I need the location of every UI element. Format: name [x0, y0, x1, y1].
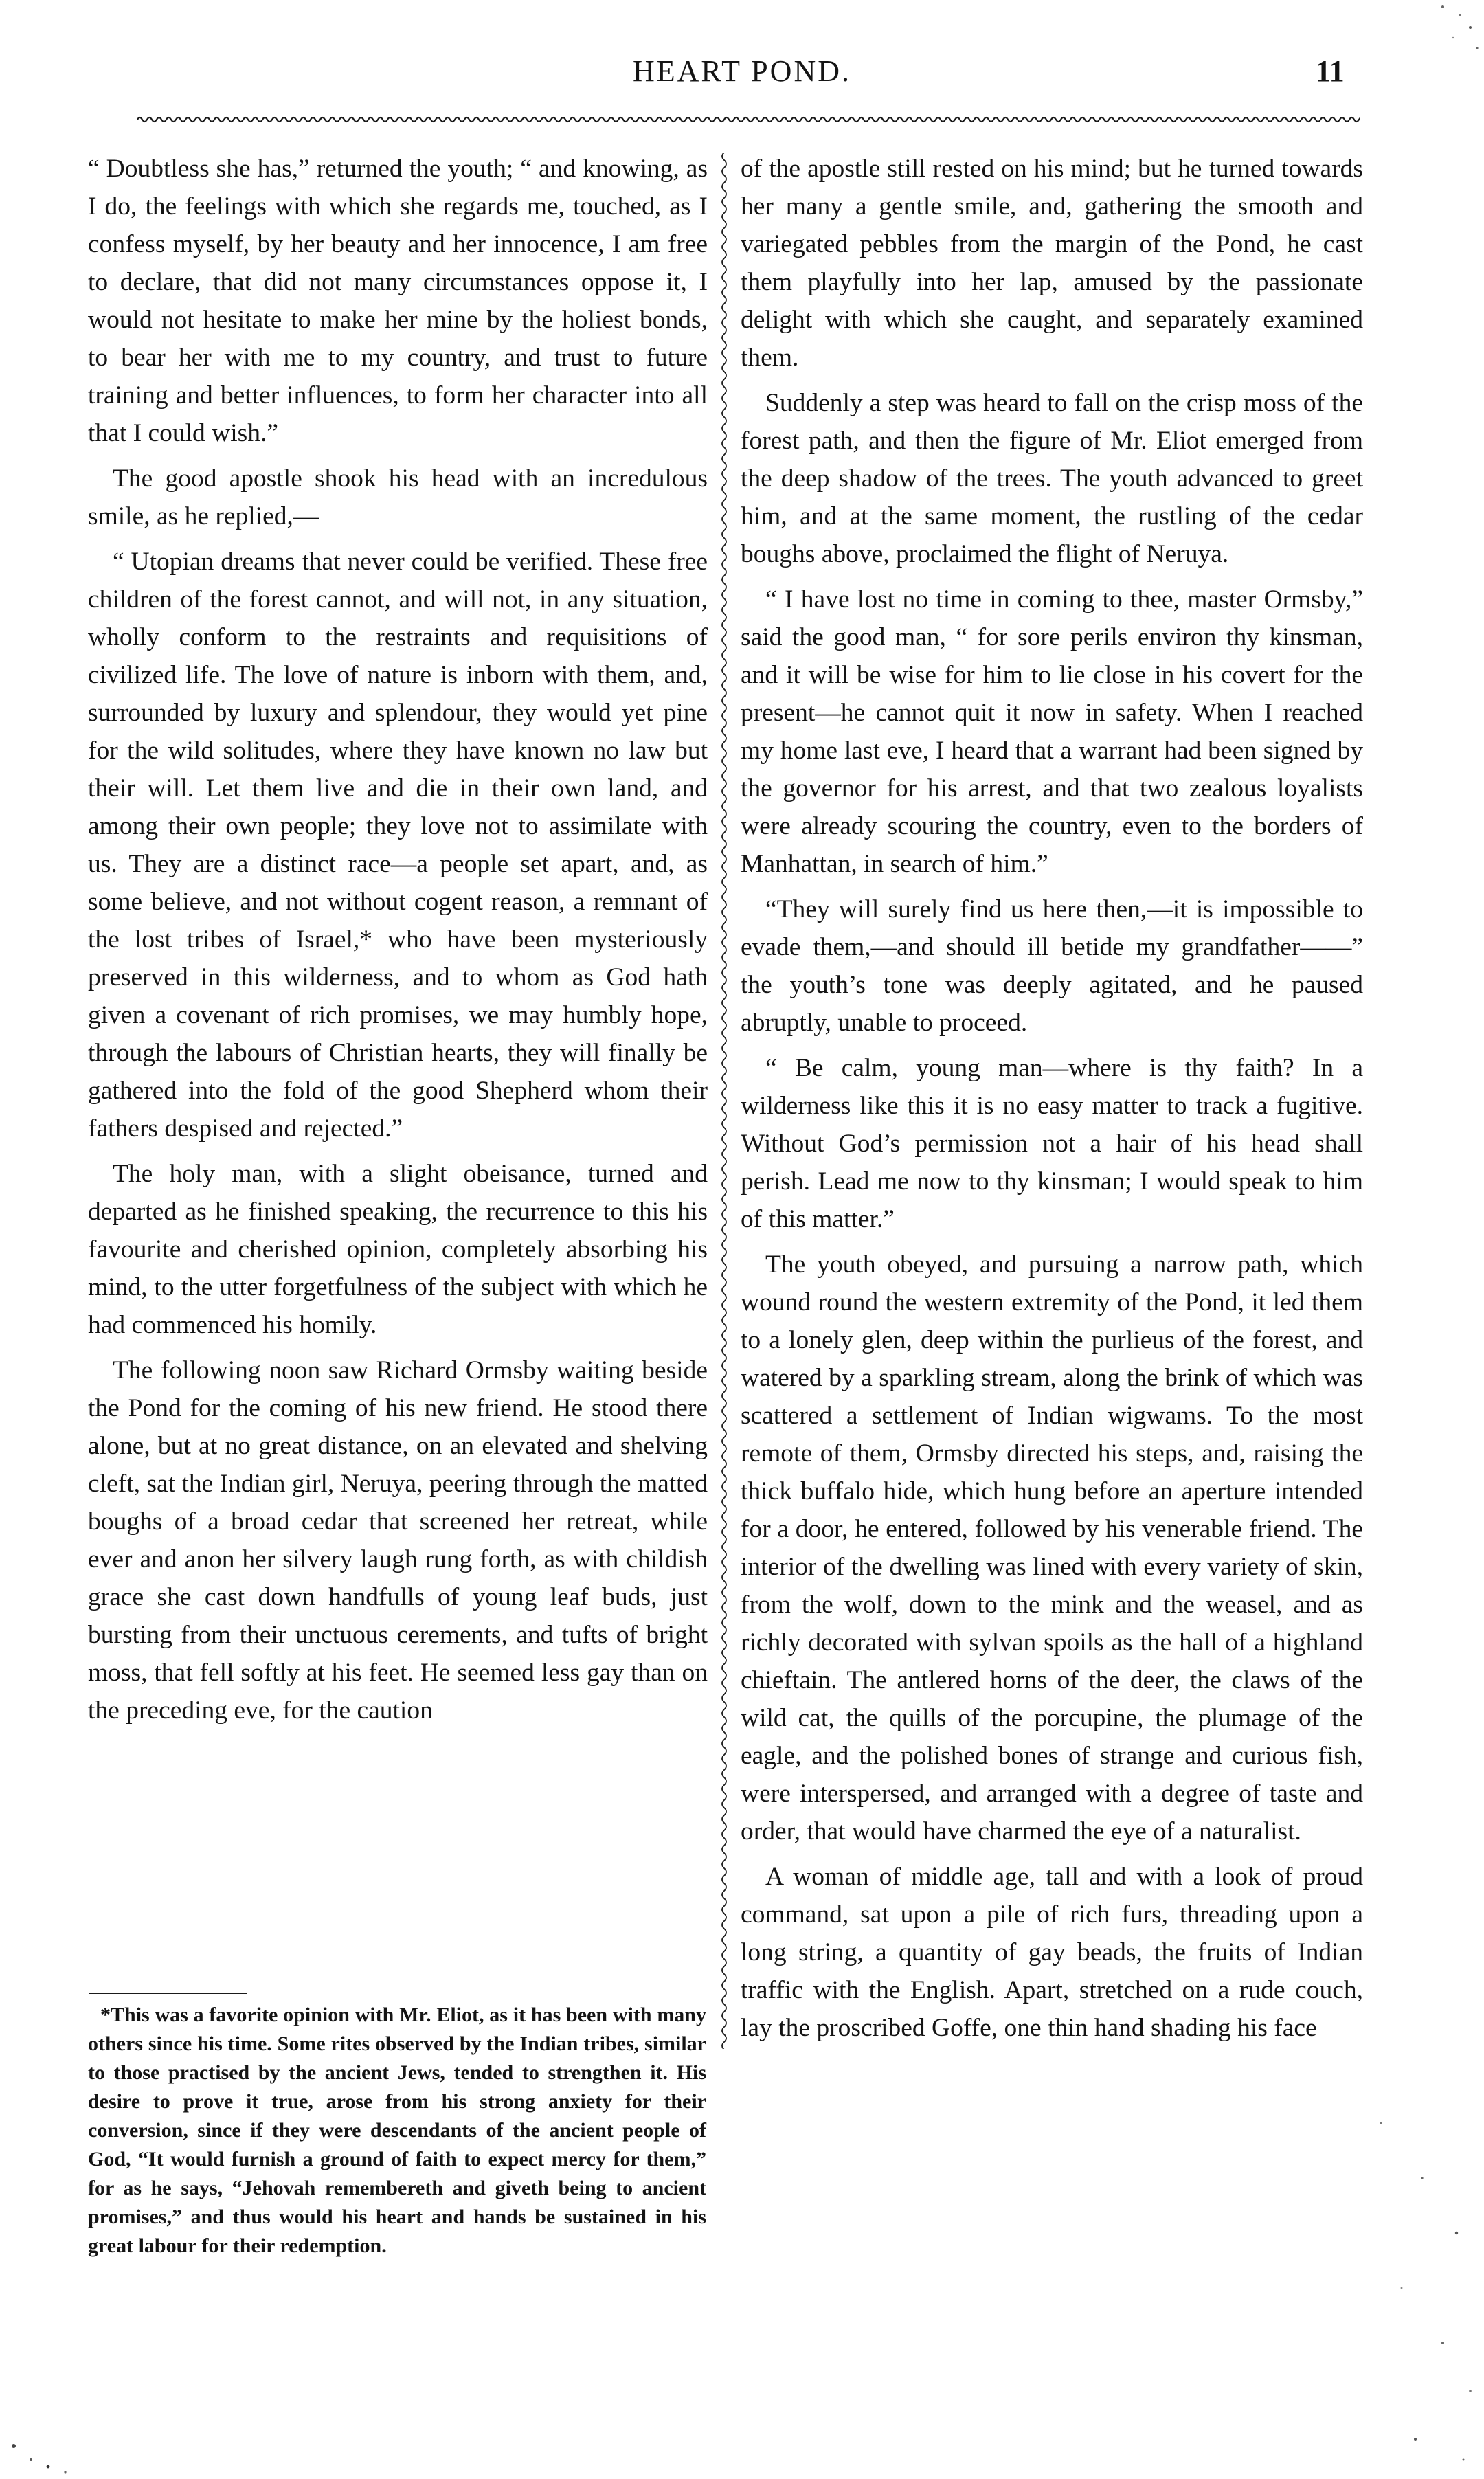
- print-speckle-top-right: [1429, 0, 1484, 62]
- footnote-rule: [89, 1993, 247, 1994]
- paragraph: The youth obeyed, and pursuing a narrow path, which wound round the western extremity of the Pond, it led them to a lonely glen, deep within the purlieus of the forest, and watered by a sparkling stream, along the brink of which was scattered a settlement of Indian wigwams. To the most remote of them, Ormsby directed his steps, and, raising the thick buffalo hide, which hung before an aperture intended for a door, he entered, followed by his venerable friend. The interior of the dwelling was lined with every variety of skin, from the wolf, down to the mink and the weasel, and as richly decorated with sylvan spoils as the hall of a highland chieftain. The antlered horns of the deer, the claws of the wild cat, the quills of the porcupine, the plumage of the eagle, and the polished bones of strange and curious fish, were interspersed, and arranged with a degree of taste and order, that would have charmed the eye of a naturalist.: [741, 1250, 1363, 1846]
- paragraph: “ Doubtless she has,” returned the youth; “ and knowing, as I do, the feelings with which she regards me, touched, as I confess myself, by her beauty and her innocence, I am free to declare, that did not many circumstances oppose it, I would not hesitate to make her mine by the holiest bonds, to bear her with me to my country, and trust to future training and better influences, to form her character into all that I could wish.”: [88, 155, 708, 447]
- print-speckle-bottom-left: [0, 2425, 82, 2479]
- paragraph: The following noon saw Richard Ormsby waiting beside the Pond for the coming of his new friend. He stood there alone, but at no great distance, on an elevated and shelving cleft, sat the Indian girl, Neruya, peering through the matted boughs of a broad cedar that screened her retreat, while ever and anon her silvery laugh rung forth, as with childish grace she cast down handfulls of young leaf buds, just bursting from their unctuous cerements, and tufts of bright moss, that fell softly at his feet. He seemed less gay than on the preceding eve, for the caution: [88, 1356, 708, 1725]
- paragraph: “ I have lost no time in coming to thee, master Ormsby,” said the good man, “ for sore perils environ thy kinsman, and it will be wise for him to lie close in his covert for the present—he cannot quit it now in safety. When I reached my home last eve, I heard that a warrant had been signed by the governor for his arrest, and that two zealous loyalists were already scouring the country, even to the borders of Manhattan, in search of him.”: [741, 585, 1363, 878]
- paragraph: The good apostle shook his head with an incredulous smile, as he replied,—: [88, 464, 708, 530]
- right-column: [741, 150, 1363, 2054]
- page-number: 11: [1316, 54, 1345, 88]
- paragraph: “ Utopian dreams that never could be verified. These free children of the forest cannot, and will not, in any situation, wholly conform to the restraints and requisitions of civilized life. The love of nature is inborn with them, and, surrounded by luxury and splendour, they would yet pine for the wild solitudes, where they have known no law but their will. Let them live and die in their own land, and among their own people; they love not to assimilate with us. They are a distinct race—a people set apart, and, as some believe, and not without cogent reason, a remnant of the lost tribes of Israel,* who have been mysteriously preserved in this wilderness, and to whom as God hath given a covenant of rich promises, we may humbly hope, through the labours of Christian hearts, they will finally be gathered into the fold of the good Shepherd whom their fathers despised and rejected.”: [88, 548, 708, 1143]
- column-divider: [717, 153, 731, 2049]
- paragraph: Suddenly a step was heard to fall on the crisp moss of the forest path, and then the figure of Mr. Eliot emerged from the deep shadow of the trees. The youth advanced to greet him, and at the same moment, the rustling of the cedar boughs above, proclaimed the flight of Neruya.: [741, 389, 1363, 568]
- footnote: [88, 2001, 706, 2261]
- left-column: [88, 150, 708, 1737]
- paragraph: The holy man, with a slight obeisance, turned and departed as he finished speaking, the recurrence to this his favourite and cherished opinion, completely absorbing his mind, to the utter forgetfulness of the subject with which he had commenced his homily.: [88, 1160, 708, 1339]
- footnote-text: *This was a favorite opinion with Mr. Eliot, as it has been with many others since his time. Some rites observed by the Indian tribes, similar to those practised by the ancient Jews, tended to strengthen it. His desire to prove it true, arose from his strong anxiety for their conversion, since if they were descendants of the ancient people of God, “It would furnish a ground of faith to expect mercy for them,” for as he says, “Jehovah remembereth and giveth being to ancient promises,” and thus would his heart and hands be sustained in his great labour for their redemption.: [88, 2004, 706, 2257]
- header-wavy-rule: [137, 114, 1360, 125]
- paragraph: “ Be calm, young man—where is thy faith? In a wilderness like this it is no easy matter to track a fugitive. Without God’s permission not a hair of his head shall perish. Lead me now to thy kinsman; I would speak to him of this matter.”: [741, 1054, 1363, 1233]
- paragraph: of the apostle still rested on his mind; but he turned towards her many a gentle smile, and, gathering the smooth and variegated pebbles from the margin of the Pond, he cast them playfully into her lap, amused by the passionate delight with which she caught, and separately examined them.: [741, 155, 1363, 372]
- paragraph: “They will surely find us here then,—it is impossible to evade them,—and should ill betide my grandfather——” the youth’s tone was deeply agitated, and he paused abruptly, unable to proceed.: [741, 895, 1363, 1037]
- print-speckle-bottom-right: [1360, 2096, 1484, 2479]
- running-title: HEART POND.: [632, 54, 851, 88]
- paragraph: A woman of middle age, tall and with a look of proud command, sat upon a pile of rich furs, threading upon a long string, a quantity of gay beads, the fruits of Indian traffic with the English. Apart, stretched on a rude couch, lay the proscribed Goffe, one thin hand shading his face: [741, 1863, 1363, 2042]
